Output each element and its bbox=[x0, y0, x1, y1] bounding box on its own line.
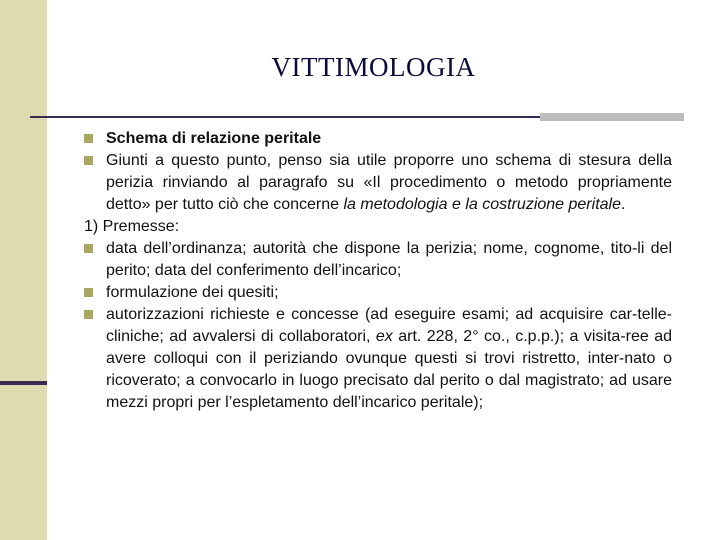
bullet-item-text: art. 228, 2° co., c.p.p.); a visita-ree ad avere colloqui con il periziando ovunque questi si trovi ristretto, inter-nato o ricoverato; a convocarlo in luogo precisato dal perito o dal magistrato; ad usare mezzi propri per l’espletamento dell’incarico peritale); bbox=[106, 328, 672, 411]
title-rule-light bbox=[540, 113, 684, 121]
bullet-item-3 bbox=[84, 238, 672, 282]
bullet-item-1 bbox=[84, 128, 672, 150]
slide-title: VITTIMOLOGIA bbox=[271, 52, 476, 82]
bullet-item-2 bbox=[84, 150, 672, 216]
bullet-item-5 bbox=[84, 304, 672, 414]
bullet-item-text: Schema di relazione peritale bbox=[106, 130, 322, 147]
title-rule-dark bbox=[30, 116, 540, 118]
bullet-item-4 bbox=[84, 282, 672, 304]
slide-body bbox=[84, 128, 672, 414]
left-accent-band bbox=[0, 0, 47, 540]
section-heading-premesse bbox=[84, 216, 672, 238]
left-accent-tick bbox=[0, 381, 47, 385]
bullet-item-text: autorizzazioni richieste e concesse (ad eseguire esami; ad acquisire car-tellecliniche; ad avvalersi di collaboratori, bbox=[106, 306, 672, 345]
square-bullet-icon bbox=[84, 134, 93, 143]
square-bullet-icon bbox=[84, 156, 93, 165]
bullet-item-text: Giunti a questo punto, penso sia utile proporre uno schema di stesura della perizia rinviando al paragrafo su «Il procedimento o metodo propriamente detto» per tutto ciò che concerne bbox=[106, 152, 672, 213]
square-bullet-icon bbox=[84, 310, 93, 319]
bullet-item-italic-text: la metodologia e la costruzione peritale bbox=[343, 196, 621, 213]
bullet-item-text: . bbox=[620, 196, 626, 213]
square-bullet-icon bbox=[84, 288, 93, 297]
bullet-item-text: formulazione dei quesiti; bbox=[106, 284, 279, 301]
bullet-item-text: data dell’ordinanza; autorità che dispone la perizia; nome, cognome, tito-li del perito; data del conferimento dell’incarico; bbox=[106, 240, 672, 279]
bullet-item-italic-text: ex bbox=[375, 328, 393, 345]
square-bullet-icon bbox=[84, 244, 93, 253]
section-heading-text: 1) Premesse: bbox=[84, 218, 180, 235]
